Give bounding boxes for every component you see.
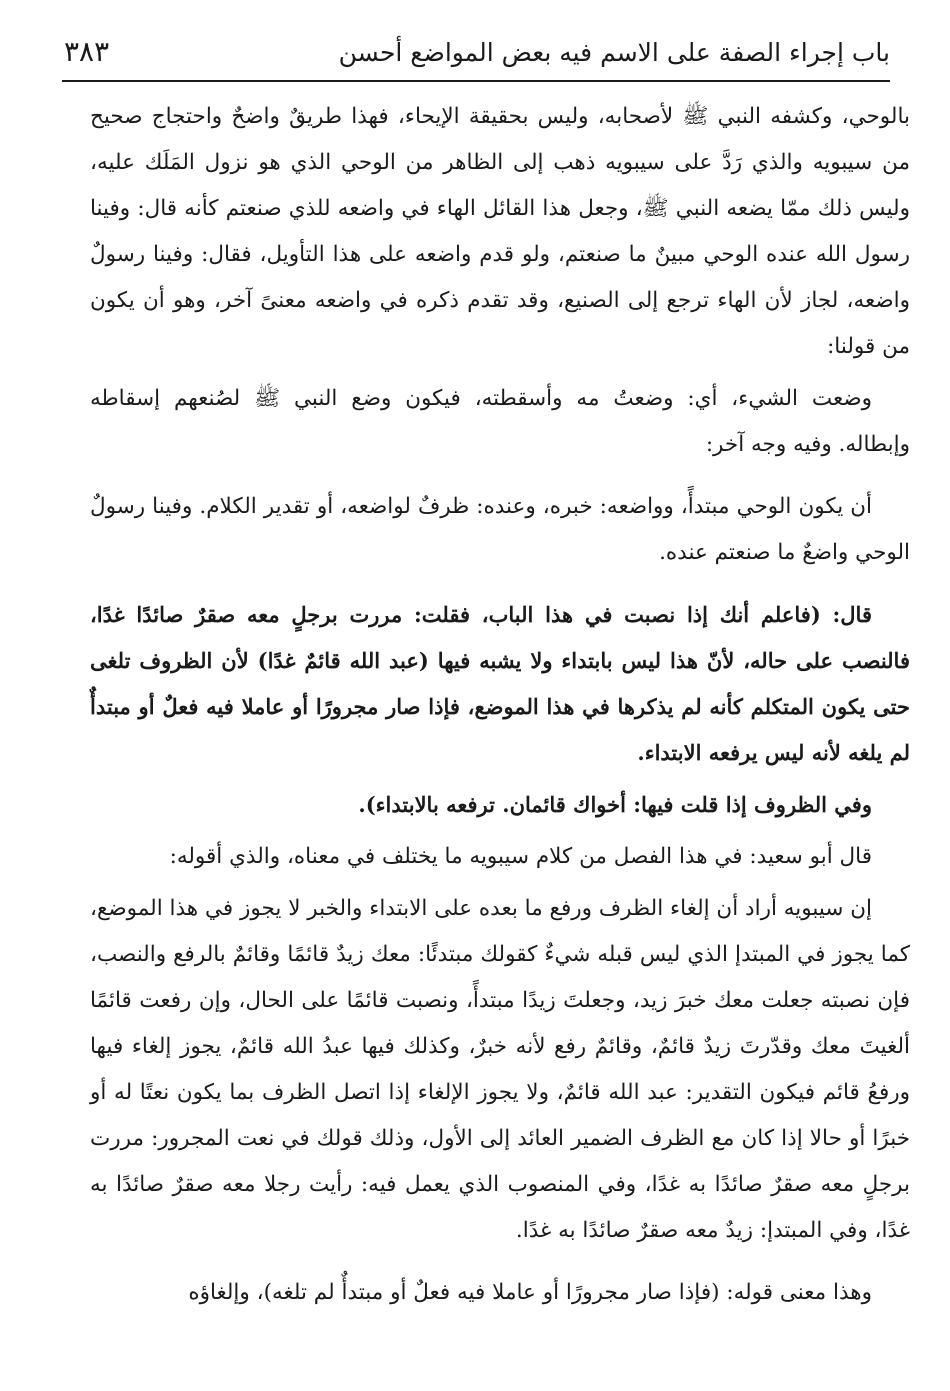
paragraph: أن يكون الوحي مبتدأً، وواضعه: خبره، وعنده: ظرفٌ لواضعه، أو تقدير الكلام. وفينا رسولٌ الوحي واضعٌ ما صنعتم عنده.: [90, 494, 910, 565]
paragraph: وضعت الشيء، أي: وضعتُ مه وأسقطته، فيكون وضع النبي ﷺ لصُنعهم إسقاطه وإبطاله. وفيه وجه آخر:: [90, 386, 910, 457]
paragraph: إن سيبويه أراد أن إلغاء الظرف ورفع ما بعده على الابتداء والخبر لا يجوز في هذا الموضع، كما يجوز في المبتدإ الذي ليس قبله شيءٌ كقولك مبتدئًا: معك زيدٌ قائمًا وقائمٌ بالرفع والنصب، فإن نصبته جعلت معك خبرَ زيد، وجعلتَ زيدًا مبتدأً، ونصبت قائمًا على الحال، وإن رفعت قائمًا ألغيتَ معك وقدّرتَ زيدٌ قائمٌ، وقائمٌ رفع لأنه خبرٌ، وكذلك فيها عبدُ الله قائمٌ، يجوز إلغاء فيها ورفعُ قائم فيكون التقدير: عبد الله قائمٌ، ولا يجوز الإلغاء إذا اتصل الظرف بما يكون نعتًا له أو خبرًا أو حالا إذا كان مع الظرف الضمير العائد إلى الأول، وذلك قولك في نعت المجرور: مررت برجلٍ معه صقرٌ صائدًا به غدًا، وفي المنصوب الذي يعمل فيه: رأيت رجلا معه صقرٌ صائدًا به غدًا، وفي المبتدإ: زيدٌ معه صقرٌ صائدًا به غدًا.: [90, 896, 910, 1243]
bold-quote-paragraph: قال: (فاعلم أنك إذا نصبت في هذا الباب، فقلت: مررت برجلٍ معه صقرٌ صائدًا غدًا، فالنصب على حاله، لأنّ هذا ليس بابتداء ولا يشبه فيها (عبد الله قائمٌ غدًا) لأن الظروف تلغى حتى يكون المتكلم كأنه لم يذكرها في هذا الموضع، فإذا صار مجرورًا أو عاملا فيه فعلٌ أو مبتدأٌ لم يلغه لأنه ليس يرفعه الابتداء.: [90, 602, 910, 765]
page-number: ٣٨٣: [64, 35, 110, 68]
paragraph: بالوحي، وكشفه النبي ﷺ لأصحابه، وليس بحقيقة الإيحاء، فهذا طريقٌ واضحٌ واحتجاج صحيح من سيبويه والذي رَدَّ على سيبويه ذهب إلى الظاهر من الوحي الذي هو نزول المَلَك عليه، وليس ذلك ممّا يضعه النبي ﷺ، وجعل هذا القائل الهاء في واضعه للذي صنعتم كأنه قال: وفينا رسول الله عنده الوحي مبينٌ ما صنعتم، ولو قدم واضعه على هذا التأويل، فقال: وفينا رسولٌ واضعه، لجاز لأن الهاء ترجع إلى الصنيع، وقد تقدم ذكره في واضعه معنىً آخر، وهو أن يكون من قولنا:: [90, 104, 910, 359]
bold-quote-paragraph: وفي الظروف إذا قلت فيها: أخواك قائمان. ترفعه بالابتداء).: [358, 792, 872, 817]
paragraph: وهذا معنى قوله: (فإذا صار مجرورًا أو عاملا فيه فعلٌ أو مبتدأٌ لم تلغه)، وإلغاؤه: [188, 1280, 872, 1305]
chapter-title: باب إجراء الصفة على الاسم فيه بعض المواضع أحسن: [338, 38, 890, 67]
body-text: [90, 94, 910, 1316]
paragraph: قال أبو سعيد: في هذا الفصل من كلام سيبويه ما يختلف في معناه، والذي أقوله:: [169, 844, 872, 869]
page-header: [62, 22, 890, 82]
